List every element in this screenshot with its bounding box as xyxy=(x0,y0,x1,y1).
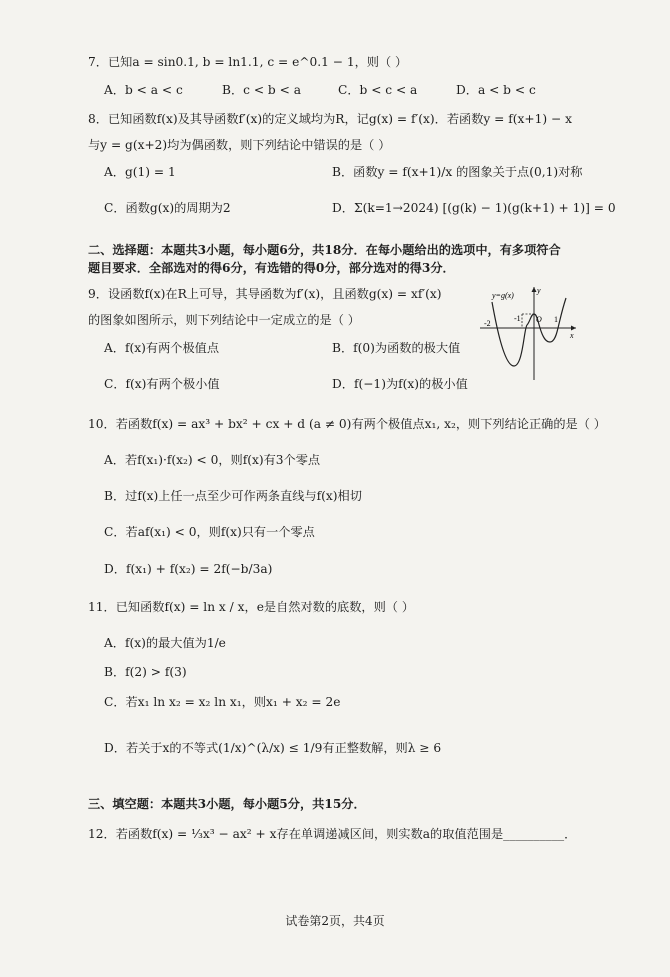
q10-option-b: B．过f(x)上任一点至少可作两条直线与f(x)相切 xyxy=(104,489,362,503)
q7-option-c: C．b < c < a xyxy=(338,83,418,97)
q8-option-a: A．g(1) = 1 xyxy=(104,165,176,179)
y-axis-label: y xyxy=(537,286,541,295)
q10-stem: 10．若函数f(x) = ax³ + bx² + cx + d (a ≠ 0)有两个极值点x₁, x₂，则下列结论正确的是（ ） xyxy=(88,417,606,431)
q7-stem: 7．已知a = sin0.1, b = ln1.1, c = e^0.1 − 1，则（ ） xyxy=(88,55,408,69)
q9-option-d: D．f(−1)为f(x)的极小值 xyxy=(332,377,468,391)
x-axis-label: x xyxy=(570,331,574,340)
curve-label: y=g(x) xyxy=(492,291,514,300)
q7-option-b: B．c < b < a xyxy=(222,83,301,97)
q9-option-b: B．f(0)为函数的极大值 xyxy=(332,341,461,355)
section2-heading-line1: 二、选择题：本题共3小题，每小题6分，共18分．在每小题给出的选项中，有多项符合 xyxy=(88,243,561,257)
q8-stem-line1: 8．已知函数f(x)及其导函数f′(x)的定义域均为R，记g(x) = f′(x)．若函数y = f(x+1) − x xyxy=(88,112,572,126)
q9-stem-line1: 9．设函数f(x)在R上可导，其导函数为f′(x)，且函数g(x) = xf′(x) xyxy=(88,287,442,301)
q12-stem: 12．若函数f(x) = ⅓x³ − ax² + x存在单调递减区间，则实数a的取值范围是__________． xyxy=(88,827,577,841)
q8-option-c: C．函数g(x)的周期为2 xyxy=(104,201,231,215)
q11-option-b: B．f(2) > f(3) xyxy=(104,665,187,679)
q11-option-a: A．f(x)的最大值为1/e xyxy=(104,636,226,650)
y-axis-arrow-icon xyxy=(532,287,537,292)
tick-label: 1 xyxy=(554,315,558,324)
q9-option-a: A．f(x)有两个极值点 xyxy=(104,341,220,355)
q8-stem-line2: 与y = g(x+2)均为偶函数，则下列结论中错误的是（ ） xyxy=(88,138,391,152)
origin-label: O xyxy=(536,315,542,324)
tick-label: -2 xyxy=(484,319,491,328)
g-curve xyxy=(492,298,566,366)
q7-option-d: D．a < b < c xyxy=(456,83,536,97)
q8-option-d: D．Σ(k=1→2024) [(g(k) − 1)(g(k+1) + 1)] = 0 xyxy=(332,201,616,215)
q9-option-c: C．f(x)有两个极小值 xyxy=(104,377,220,391)
q10-option-a: A．若f(x₁)·f(x₂) < 0，则f(x)有3个零点 xyxy=(104,453,321,467)
q11-option-c: C．若x₁ ln x₂ = x₂ ln x₁，则x₁ + x₂ = 2e xyxy=(104,695,341,709)
q8-option-b: B．函数y = f(x+1)/x 的图象关于点(0,1)对称 xyxy=(332,165,583,179)
section3-heading: 三、填空题：本题共3小题，每小题5分，共15分． xyxy=(88,797,366,811)
q9-graph xyxy=(478,284,578,384)
q10-option-c: C．若af(x₁) < 0，则f(x)只有一个零点 xyxy=(104,525,315,539)
section2-heading-line2: 题目要求．全部选对的得6分，有选错的得0分，部分选对的得3分． xyxy=(88,261,455,275)
page-footer: 试卷第2页，共4页 xyxy=(285,914,385,928)
q7-option-a: A．b < a < c xyxy=(104,83,183,97)
tick-label: -1 xyxy=(514,314,521,323)
q9-stem-line2: 的图象如图所示，则下列结论中一定成立的是（ ） xyxy=(88,313,360,327)
q11-stem: 11．已知函数f(x) = ln x / x，e是自然对数的底数，则（ ） xyxy=(88,600,415,614)
q11-option-d: D．若关于x的不等式(1/x)^(λ/x) ≤ 1/9有正整数解，则λ ≥ 6 xyxy=(104,741,442,755)
x-axis-arrow-icon xyxy=(571,326,576,331)
q10-option-d: D．f(x₁) + f(x₂) = 2f(−b/3a) xyxy=(104,562,273,576)
